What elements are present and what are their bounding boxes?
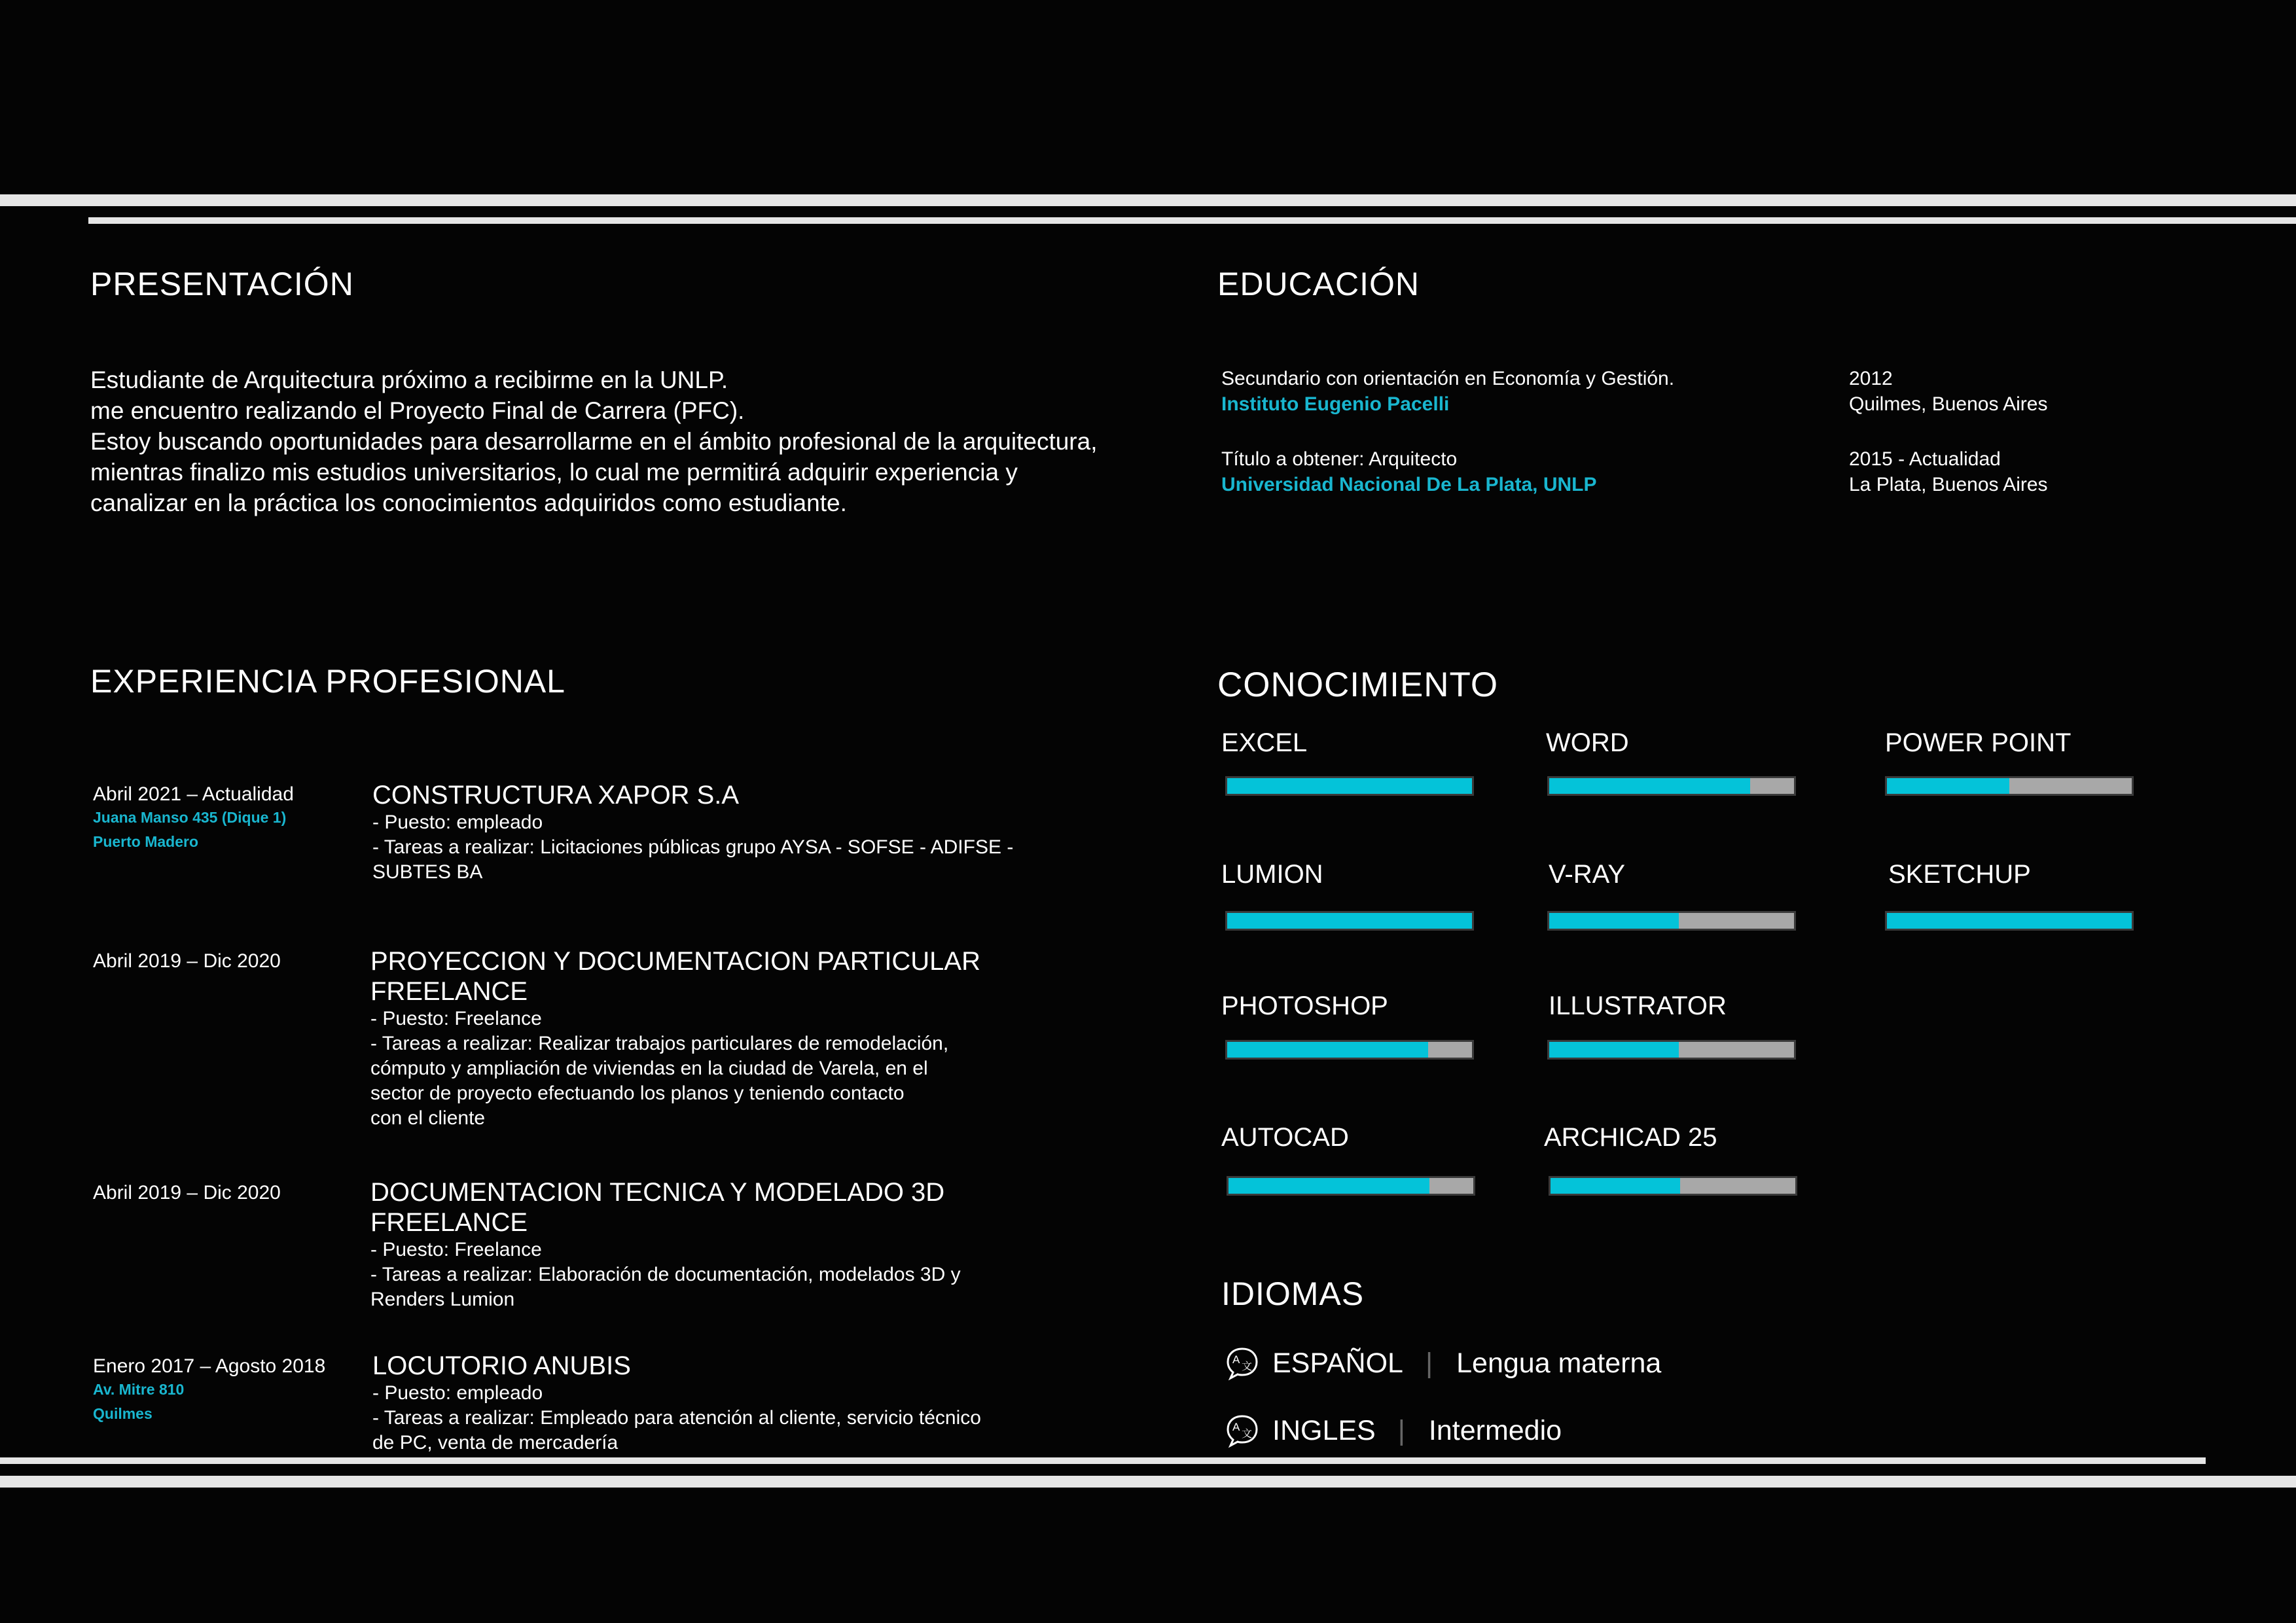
skill-label-excel: EXCEL <box>1221 728 1308 757</box>
presentacion-text: Estudiante de Arquitectura próximo a recibirme en la UNLP. me encuentro realizando el Proyecto Final de Carrera (PFC). Estoy buscando oportunidades para desarrollarme en el ámbito profesional de la arquitectura, mientras finalizo mis estudios universitarios, lo cual me permitirá adquirir experiencia y canalizar en la práctica los conocimientos adquiridos como estudiante. <box>90 366 1098 516</box>
skill-bar-fill <box>1227 913 1472 929</box>
job-description: - Puesto: Freelance - Tareas a realizar: Realizar trabajos particulares de remodelación, cómputo y ampliación de viviendas en la ciudad de Varela, en el sector de proyecto efectuando los planos y teniendo contacto con el cliente <box>370 1008 949 1129</box>
skill-bar-fill <box>1887 913 2132 929</box>
job-description: - Puesto: empleado - Tareas a realizar: Licitaciones públicas grupo AYSA - SOFSE - ADIFSE - SUBTES BA <box>372 812 1014 883</box>
skill-label-power-point: POWER POINT <box>1885 728 2072 757</box>
bottom-rule-thick <box>0 1476 2296 1488</box>
skill-bar-v-ray <box>1547 911 1796 931</box>
skill-bar-fill <box>1227 778 1472 794</box>
experiencia-heading: EXPERIENCIA PROFESIONAL <box>90 663 565 700</box>
educacion-heading: EDUCACIÓN <box>1217 266 1420 302</box>
skill-bar-excel <box>1225 776 1474 796</box>
translate-icon <box>1224 1412 1261 1449</box>
job-description: - Puesto: Freelance - Tareas a realizar: Elaboración de documentación, modelados 3D y Renders Lumion <box>370 1239 961 1310</box>
education-degree: Título a obtener: Arquitecto <box>1221 448 1458 470</box>
job-details <box>372 780 1014 885</box>
job-entry <box>93 1182 281 1204</box>
education-place: Quilmes, Buenos Aires <box>1849 393 2048 415</box>
job-title: PROYECCION Y DOCUMENTACION PARTICULAR FREELANCE <box>370 947 980 1006</box>
education-date: 2012 <box>1849 368 1893 389</box>
job-date: Abril 2019 – Dic 2020 <box>93 1182 281 1204</box>
skill-bar-archicad <box>1549 1176 1797 1196</box>
skill-bar-sketchup <box>1885 911 2134 931</box>
skill-bar-word <box>1547 776 1796 796</box>
language-row <box>1224 1345 1661 1382</box>
svg-text:A: A <box>1232 1421 1240 1433</box>
skill-bar-fill <box>1887 778 2009 794</box>
job-entry <box>93 1355 325 1426</box>
job-address-city: Quilmes <box>93 1405 152 1422</box>
education-institution: Universidad Nacional De La Plata, UNLP <box>1221 474 1597 495</box>
skill-label-v-ray: V-RAY <box>1549 860 1626 889</box>
skill-bar-lumion <box>1225 911 1474 931</box>
top-rule-thick <box>0 194 2296 206</box>
education-place: La Plata, Buenos Aires <box>1849 474 2048 495</box>
job-address-city: Puerto Madero <box>93 833 199 850</box>
skill-bar-fill <box>1227 1042 1428 1058</box>
job-title: LOCUTORIO ANUBIS <box>372 1351 631 1380</box>
language-separator: | <box>1397 1414 1405 1446</box>
job-address: Av. Mitre 810 <box>93 1381 185 1398</box>
skill-bar-fill <box>1549 1042 1679 1058</box>
skill-bar-photoshop <box>1225 1040 1474 1060</box>
skill-label-autocad: AUTOCAD <box>1221 1123 1349 1152</box>
skill-label-sketchup: SKETCHUP <box>1888 860 2031 889</box>
language-level: Intermedio <box>1428 1414 1562 1446</box>
presentacion-heading: PRESENTACIÓN <box>90 266 354 302</box>
idiomas-heading: IDIOMAS <box>1221 1275 1365 1312</box>
language-separator: | <box>1425 1347 1433 1379</box>
skill-label-word: WORD <box>1546 728 1629 757</box>
job-entry <box>93 783 294 854</box>
translate-icon <box>1224 1345 1261 1382</box>
skill-bar-fill <box>1229 1178 1429 1194</box>
skill-bar-fill <box>1549 913 1679 929</box>
skill-bar-power-point <box>1885 776 2134 796</box>
skill-label-illustrator: ILLUSTRATOR <box>1549 991 1727 1020</box>
svg-text:文: 文 <box>1242 1361 1253 1372</box>
job-details <box>370 946 1025 1131</box>
job-entry <box>93 950 281 972</box>
language-level: Lengua materna <box>1456 1347 1662 1379</box>
job-description: - Puesto: empleado - Tareas a realizar: Empleado para atención al cliente, servicio técnico de PC, venta de mercadería <box>372 1382 981 1454</box>
education-degree: Secundario con orientación en Economía y Gestión. <box>1221 368 1675 389</box>
job-title: CONSTRUCTURA XAPOR S.A <box>372 781 740 810</box>
job-details <box>370 1177 1025 1312</box>
education-item <box>1221 446 1597 497</box>
education-item <box>1221 366 1674 417</box>
skill-label-photoshop: PHOTOSHOP <box>1221 991 1388 1020</box>
job-address: Juana Manso 435 (Dique 1) <box>93 809 287 826</box>
job-title: DOCUMENTACION TECNICA Y MODELADO 3D FREELANCE <box>370 1178 945 1237</box>
svg-text:A: A <box>1232 1353 1240 1366</box>
job-date: Enero 2017 – Agosto 2018 <box>93 1355 326 1377</box>
skill-bar-fill <box>1551 1178 1680 1194</box>
svg-text:文: 文 <box>1242 1429 1253 1440</box>
education-date-place <box>1849 446 2048 497</box>
conocimiento-heading: CONOCIMIENTO <box>1217 666 1499 704</box>
skill-label-archicad: ARCHICAD 25 <box>1544 1123 1717 1152</box>
language-name: ESPAÑOL <box>1272 1347 1403 1379</box>
skill-bar-fill <box>1549 778 1750 794</box>
skill-bar-autocad <box>1227 1176 1475 1196</box>
skill-label-lumion: LUMION <box>1221 860 1323 889</box>
language-row <box>1224 1412 1562 1449</box>
job-details <box>372 1351 1027 1455</box>
bottom-rule-thin <box>0 1457 2206 1464</box>
top-rule-thin <box>88 217 2296 224</box>
job-date: Abril 2021 – Actualidad <box>93 783 294 805</box>
job-date: Abril 2019 – Dic 2020 <box>93 950 281 972</box>
education-institution: Instituto Eugenio Pacelli <box>1221 393 1450 415</box>
education-date-place <box>1849 366 2047 417</box>
skill-bar-illustrator <box>1547 1040 1796 1060</box>
education-date: 2015 - Actualidad <box>1849 448 2001 470</box>
language-name: INGLES <box>1272 1414 1376 1446</box>
